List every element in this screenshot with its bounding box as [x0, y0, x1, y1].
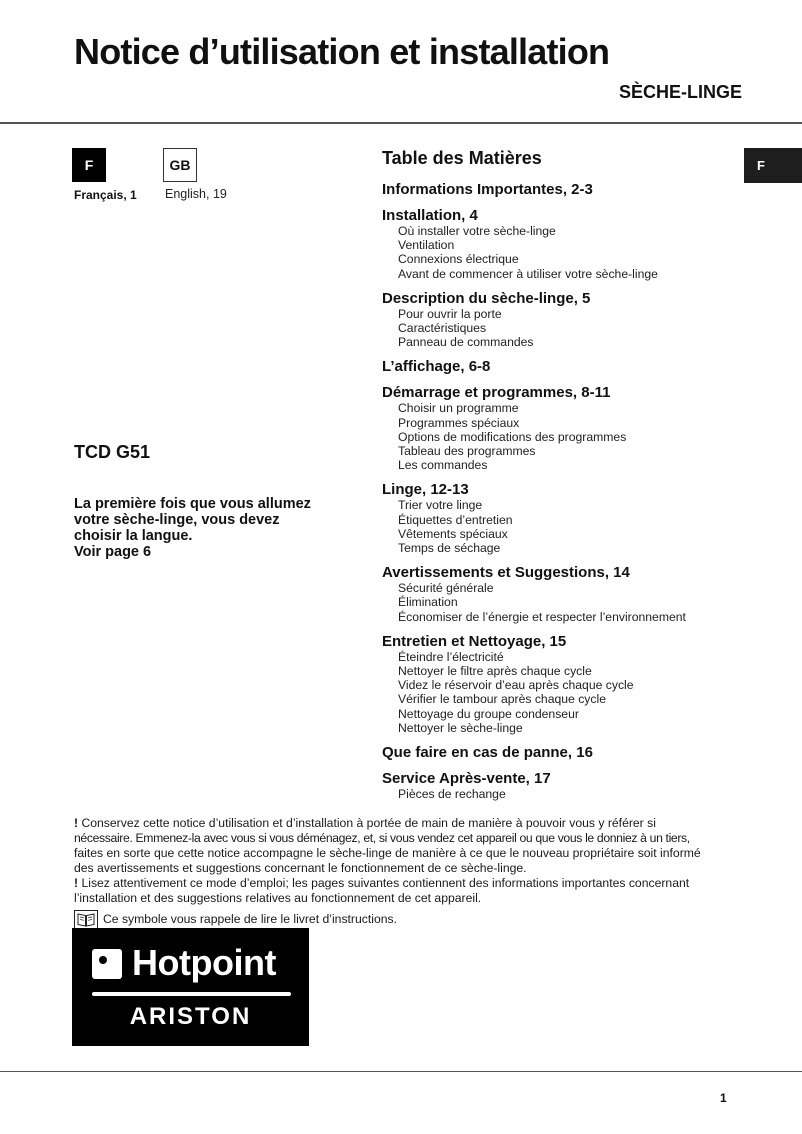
logo-mark-icon	[92, 949, 122, 979]
note-line: des avertissements et suggestions concernant le fonctionnement de ce sèche-linge.	[74, 861, 527, 875]
toc-section	[382, 384, 782, 472]
toc-section-title: Avertissements et Suggestions, 14	[382, 564, 630, 582]
toc-section	[382, 564, 782, 624]
note-line: Conservez cette notice d’utilisation et d’installation à portée de main de manière à pouvoir vous y référer si	[81, 816, 656, 830]
toc-item: Programmes spéciaux	[398, 415, 520, 430]
toc-item: Tableau des programmes	[398, 444, 536, 459]
first-use-line: votre sèche-linge, vous devez	[74, 512, 280, 528]
logo-mark-dot	[99, 956, 107, 964]
toc-item: Étiquettes d’entretien	[398, 512, 513, 527]
first-use-notice	[74, 496, 364, 560]
toc-section-title: Démarrage et programmes, 8-11	[382, 384, 611, 402]
bottom-divider	[0, 1071, 802, 1072]
toc-item: Élimination	[398, 595, 458, 610]
toc-item: Pour ouvrir la porte	[398, 306, 502, 321]
page-title: Notice d’utilisation et installation	[74, 31, 610, 72]
toc-section-title: Installation, 4	[382, 207, 478, 224]
toc-item: Économiser de l’énergie et respecter l’environnement	[398, 609, 686, 624]
toc-heading: Table des Matières	[382, 148, 542, 168]
language-code-gb: GB	[163, 148, 197, 182]
table-of-contents	[382, 147, 782, 810]
toc-item: Où installer votre sèche-linge	[398, 224, 556, 238]
toc-section	[382, 481, 782, 555]
toc-item: Videz le réservoir d’eau après chaque cycle	[398, 678, 634, 693]
toc-section	[382, 770, 782, 801]
toc-item: Éteindre l’électricité	[398, 649, 504, 664]
logo-sub-text: ARISTON	[129, 1003, 252, 1030]
toc-item: Options de modifications des programmes	[398, 429, 627, 444]
toc-item: Ventilation	[398, 238, 455, 253]
language-side-tab: F	[744, 148, 802, 183]
toc-item: Vêtements spéciaux	[398, 526, 508, 541]
note-conserve	[74, 816, 744, 831]
toc-section-title: Entretien et Nettoyage, 15	[382, 632, 567, 650]
toc-section-title: Informations Importantes, 2-3	[382, 181, 593, 198]
toc-section-title: Service Après-vente, 17	[382, 770, 551, 788]
toc-item: Les commandes	[398, 458, 488, 473]
book-icon	[74, 910, 98, 929]
toc-section-title: L’affichage, 6-8	[382, 358, 491, 376]
toc-item: Nettoyer le sèche-linge	[398, 720, 523, 735]
toc-section-title: Description du sèche-linge, 5	[382, 289, 591, 307]
toc-item: Nettoyer le filtre après chaque cycle	[398, 664, 592, 679]
language-label-gb: English, 19	[165, 187, 227, 201]
first-use-line: Voir page 6	[74, 544, 152, 560]
toc-section	[382, 207, 782, 281]
toc-item: Vérifier le tambour après chaque cycle	[398, 692, 606, 707]
toc-section	[382, 181, 782, 198]
toc-section	[382, 744, 782, 761]
symbol-text: Ce symbole vous rappele de lire le livret d’instructions.	[103, 912, 397, 926]
toc-item: Panneau de commandes	[398, 335, 534, 350]
symbol-explanation	[74, 910, 744, 929]
model-number: TCD G51	[74, 442, 151, 462]
toc-section	[382, 358, 782, 375]
toc-section-title: Que faire en cas de panne, 16	[382, 744, 593, 762]
toc-item: Pièces de rechange	[398, 787, 506, 802]
first-use-line: choisir la langue.	[74, 528, 193, 544]
logo-brand-text: Hotpoint	[132, 942, 276, 983]
safety-notes	[74, 816, 744, 929]
toc-item: Avant de commencer à utiliser votre sèche-linge	[398, 266, 658, 281]
toc-section	[382, 290, 782, 350]
toc-section-title: Linge, 12-13	[382, 481, 469, 499]
toc-item: Caractéristiques	[398, 321, 487, 336]
toc-item: Choisir un programme	[398, 401, 519, 416]
exclamation-mark: !	[74, 816, 79, 830]
note-line: l’installation et des suggestions relatives au fonctionnement de cet appareil.	[74, 891, 482, 905]
exclamation-mark: !	[74, 876, 79, 890]
toc-section	[382, 633, 782, 735]
toc-item: Nettoyage du groupe condenseur	[398, 706, 579, 721]
toc-item: Connexions électrique	[398, 252, 519, 267]
logo-divider	[92, 992, 291, 996]
product-type: SÈCHE-LINGE	[618, 82, 742, 102]
toc-item: Trier votre linge	[398, 498, 483, 513]
note-read	[74, 876, 744, 891]
note-line: nécessaire. Emmenez-la avec vous si vous déménagez, et, si vous vendez cet appareil ou que vous le donniez à un tiers,	[74, 831, 690, 845]
language-label-fr: Français, 1	[74, 188, 137, 202]
first-use-line: La première fois que vous allumez	[74, 496, 311, 512]
language-code-fr: F	[72, 148, 106, 182]
note-line: faites en sorte que cette notice accompagne le sèche-linge de manière à ce que le nouveau propriétaire soit informé	[74, 846, 701, 860]
toc-item: Temps de séchage	[398, 541, 501, 556]
toc-item: Sécurité générale	[398, 581, 494, 596]
top-divider	[0, 122, 802, 124]
page-number: 1	[720, 1091, 727, 1105]
hotpoint-ariston-logo	[72, 928, 309, 1046]
note-line: Lisez attentivement ce mode d’emploi; les pages suivantes contiennent des informations importantes concernant	[81, 876, 690, 890]
